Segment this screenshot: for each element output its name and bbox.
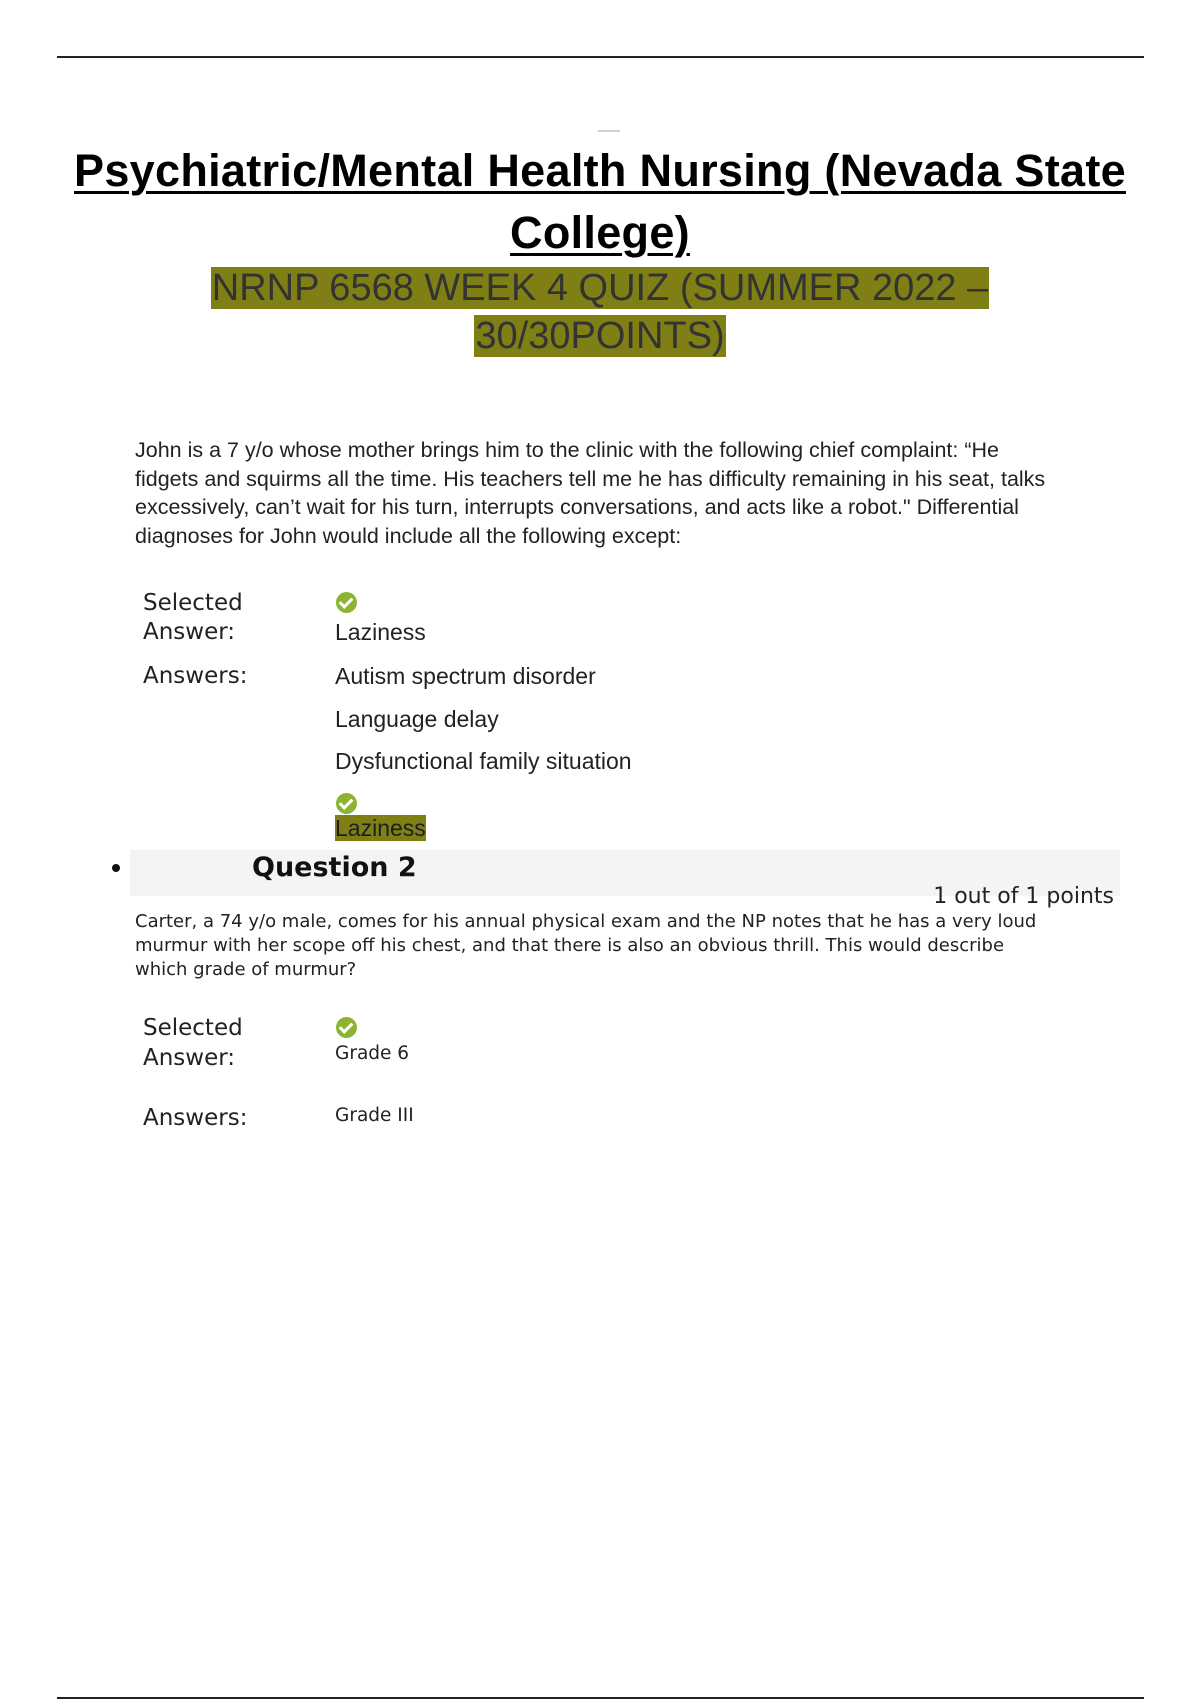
question-2-text: Carter, a 74 y/o male, comes for his annual physical exam and the NP notes that he has a very loud murmur with her scope off his chest, and that there is also an obvious thrill. This would describe which grade of murmur?: [135, 911, 1037, 980]
list-bullet: [112, 864, 120, 872]
q1-selected-answer: Laziness: [335, 619, 426, 645]
q1-correct-answer-highlight: Laziness: [335, 815, 426, 841]
top-rule: [57, 56, 1144, 58]
q1-answers-label: Answers:: [143, 663, 248, 689]
subtitle-line-1: NRNP 6568 WEEK 4 QUIZ (SUMMER 2022 –: [211, 267, 989, 309]
q1-answer-option: Language delay: [335, 706, 499, 732]
bottom-rule: [57, 1697, 1144, 1699]
subtitle-line-2: 30/30POINTS): [475, 315, 725, 357]
q1-correct-answer: [335, 814, 426, 843]
top-tick-mark: [598, 130, 620, 132]
q1-answer-option: Dysfunctional family situation: [335, 748, 632, 774]
document-title: Psychiatric/Mental Health Nursing (Nevada State College): [74, 145, 1126, 258]
question-1-text: John is a 7 y/o whose mother brings him to the clinic with the following chief complaint: “He fidgets and squirms all the time. His teachers tell me he has difficulty remaining in his seat, talks excessively, can’t wait for his turn, interrupts conversations, and acts like a robot." Differential diagnoses for John would include all the following except:: [135, 438, 1046, 548]
q2-selected-answer-label: Selected Answer:: [143, 1015, 243, 1071]
q1-answer-option: Autism spectrum disorder: [335, 663, 596, 689]
question-2-title: Question 2: [252, 852, 417, 883]
question-2-points: 1 out of 1 points: [933, 884, 1114, 909]
q1-selected-answer-label: Selected Answer:: [143, 590, 243, 645]
check-circle-icon: [336, 1017, 357, 1038]
q2-selected-answer: Grade 6: [335, 1043, 410, 1064]
quiz-subtitle: [100, 264, 1100, 360]
q2-answers-label: Answers:: [143, 1105, 248, 1131]
check-circle-icon: [336, 793, 357, 814]
q2-answer-option: Grade III: [335, 1105, 414, 1126]
check-circle-icon: [336, 592, 357, 613]
